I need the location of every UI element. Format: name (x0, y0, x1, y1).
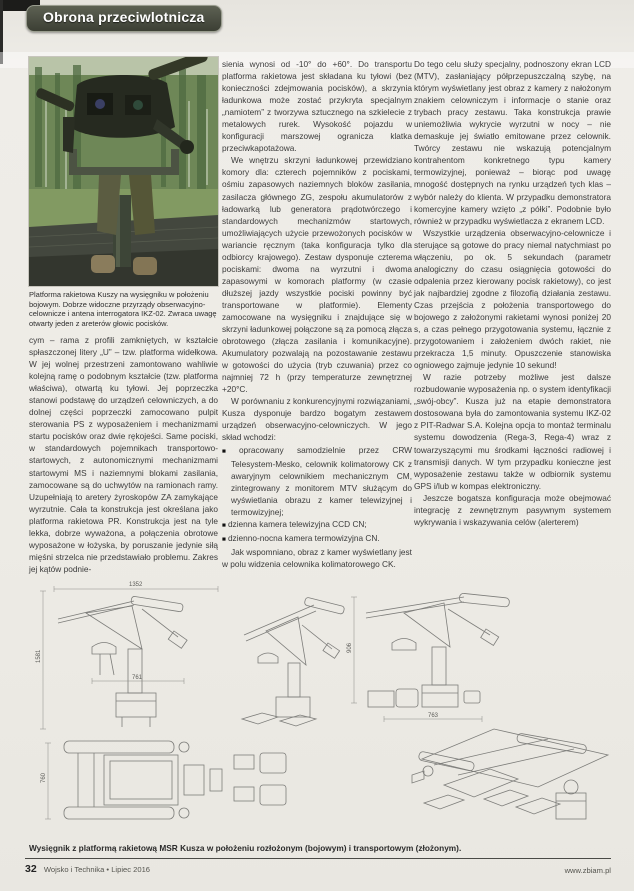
text-column-1 (29, 334, 218, 575)
bullet-text: dzienna kamera telewizyjna CCD CN; (227, 518, 367, 529)
text-column-3 (414, 58, 611, 528)
bullet-text: opracowany samodzielnie przez CRW Telesystem-Mesko, celownik kolimatorowy CK z awaryjnym celownikiem mechanicznym CM, zintegrowany z monitorem MTV służącym do wyświetlania obrazu z kamer telewizyjnej i termowizyjnej; (231, 444, 412, 517)
drawing-isometric-folded (398, 715, 620, 841)
paragraph: cym – rama z profili zamkniętych, w kształcie spłaszczonej litery „U” – tzw. platforma widełkowa. W jej wolnej przestrzeni zamontowano wahliwie kolejną ramę o podobnym kształcie (tzw. platforma właściwa), otwartą ku tyłowi. Jej poprzeczka stanowi podstawę do urządzeń celowniczych, a do dolnej części poprzeczki zamocowano pulpit sterowania PS z wyposażeniem i mechanizmami startu pocisków oraz dwie rękojeści. Same pociski, w standardowych pojemnikach transportowo-startowych, z autonomicznymi mechanizmami startowymi MS i naziemnymi blokami zasilania, zamocowane są do uchwytów na ramionach ramy. Uzupełniają to aretery żyroskopów ZA zamykające wyrzutnie. Cała ta konstrukcja jest określana jako platforma rakietowa PR. Konstrukcja jest na tyle lekka, dobrze wyważona, a połączenia obrotowe wyposażone w łożyska, by poruszanie jedynie siłą mięśni strzelca nie przedstawiało problemu. Zakres jej kątów podnie- (29, 335, 218, 574)
text-column-2 (222, 58, 412, 570)
dim-label: 763 (428, 713, 439, 719)
bullet-item (222, 444, 412, 518)
dim-label: 760 (41, 772, 47, 783)
paragraph: W razie potrzeby możliwe jest dalsze rozbudowanie wyposażenia np. o system identyfikacji „swój-obcy”. Kusza już na etapie demonstratora dostosowana była do zamontowania systemu IKZ-02 z PIT-Radwar S.A. Kolejna opcja to montaż terminalu systemu dowodzenia (Rega-3, Rega-4) wraz z towarzyszącymi mu środkami łączności radiowej i transmisji danych. W tym przypadku konieczne jest wyposażenie zestawu także w odbiornik systemu GPS i/lub w kompas elektroniczny. (414, 372, 611, 491)
photo-illustration (29, 57, 218, 286)
dim-label: 906 (347, 642, 353, 653)
paragraph: Jak wspomniano, obraz z kamer wyświetlany jest w polu widzenia celownika kolimatorowego CK. (222, 546, 412, 569)
bullet-square-icon: ■ (222, 535, 226, 543)
dim-label: 1352 (129, 582, 143, 588)
drawing-side-view-deployed (34, 579, 236, 741)
paragraph: Jeszcze bogatsza konfiguracja może obejmować integrację z zewnętrznym pasywnym systemem wykrywania i wskazywania celów (alerterem) (414, 492, 611, 527)
photo-caption: Platforma rakietowa Kuszy na wysięgniku w położeniu bojowym. Dobrze widoczne przyrządy obserwacyjno-celownicze i antena interrogatora IKZ-02. Zwraca uwagę otwarty jeden z areterów głowic pocisków. (29, 290, 217, 329)
page-number: 32 (25, 863, 37, 875)
drawing-isometric-deployed (236, 587, 348, 737)
magazine-name: Wojsko i Technika • Lipiec 2016 (43, 865, 151, 874)
dim-label: 761 (132, 675, 143, 681)
section-title: Obrona przeciwlotnicza (43, 9, 205, 25)
paragraph: We wnętrzu skrzyni ładunkowej przewidziano komory dla: czterech pojemników z pociskami, ośmiu zapasowych naziemnych bloków zasilania, zasilacza głównego ZG, zespołu akumulatorów z ładowarką lub generatora prądotwórczego i standardowych mechanizmów startowych, umożliwiających użycie przewożonych pocisków w wariancie ręcznym (taka konfiguracja tylko dla odbiorcy krajowego). Zestaw dysponuje czterema pociskami: dwoma na wyrzutni i dwoma zapasowymi w komorach platformy (w czasie dłuższej jazdy wszystkie pociski powinny być transportowane w platformie). Elementy zamocowane na wysięgniku i znajdujące się w skrzyni ładunkowej połączone są za pomocą złącza obrotowego (złącza zasilania i komunikacyjne). Akumulatory pozwalają na pozostawanie zestawu w gotowości do użycia (tryb czuwania) przez co najmniej 72 h (przy temperaturze zewnętrznej +20°C. (222, 155, 412, 395)
bullet-text: dzienno-nocna kamera termowizyjna CN. (227, 532, 380, 543)
page-footer (25, 863, 611, 875)
paragraph: Wszystkie urządzenia obserwacyjno-celownicze i sterujące są gotowe do pracy niemal natychmiast po włączeniu, po ok. 5 sekundach (parametr analogiczny do czasu osiągnięcia gotowości do odpalenia przez kierowany pocisk rakietowy), co jest jak najbardziej zgodne z filozofią działania zestawu. Czas przejścia z położenia transportowego do bojowego z założonymi rakietami wynosi poniżej 20 s, a czas pełnego przygotowania systemu, łącznie z przygotowaniem i założeniem dwóch rakiet, nie przekracza 1,5 minuty. Opuszczenie stanowiska ogniowego zajmuje jedynie 10 sekund! (414, 227, 611, 371)
paragraph: Do tego celu służy specjalny, podnoszony ekran LCD (MTV), zasłaniający półprzepuszczalną szybę, na którym wyświetlany jest obraz z kamery z nałożonym znakiem celowniczym i informacje o stanie oraz trybach pracy zestawu. Taka konstrukcja prawie uniemożliwia wykrycie wyrzutni w nocy – nie demaskuje jej światło emitowane przez celownik. Twórcy zestawu nie wskazują potencjalnym kontrahentom konkretnego typu kamery termowizyjnej, ponieważ – biorąc pod uwagę mnogość dostępnych na rynku urządzeń tych klas – wybór należy do klienta. W przypadku demonstratora komercyjne kamery wzięto „z półki”. Podobnie było również w przypadku wyświetlacza z ekranem LCD. (414, 59, 611, 226)
paragraph: W porównaniu z konkurencyjnymi rozwiązaniami, Kusza dysponuje bardzo bogatym zestawem urządzeń obserwacyjno-celowniczych. W jego skład wchodzi: (222, 396, 412, 443)
section-banner (26, 5, 222, 32)
bullet-item (222, 532, 412, 546)
bullet-square-icon: ■ (222, 447, 237, 455)
website-link[interactable]: www.zbiam.pl (564, 866, 611, 875)
paragraph: sienia wynosi od -10° do +60°. Do transportu platforma rakietowa jest składana ku tyłowi (bez konieczności zdejmowania pocisków), a skrzynia ładunkowa może zostać przykryta specjalnym „namiotem” z tworzywa sztucznego na szkielecie z metalowych rurek. Wysokość pojazdu w konfiguracji marszowej ogranicza klatka przeciwkapotażowa. (222, 59, 412, 154)
bullet-item (222, 518, 412, 532)
footer-rule (25, 858, 611, 859)
drawing-top-view (38, 725, 338, 837)
technical-drawings (0, 575, 634, 843)
diagram-caption: Wysięgnik z platformą rakietową MSR Kusza w położeniu rozłożonym (bojowym) i transportowym (złożonym). (29, 843, 462, 853)
article-photo (29, 57, 218, 286)
bullet-square-icon: ■ (222, 521, 226, 529)
dim-label: 1581 (36, 649, 42, 663)
